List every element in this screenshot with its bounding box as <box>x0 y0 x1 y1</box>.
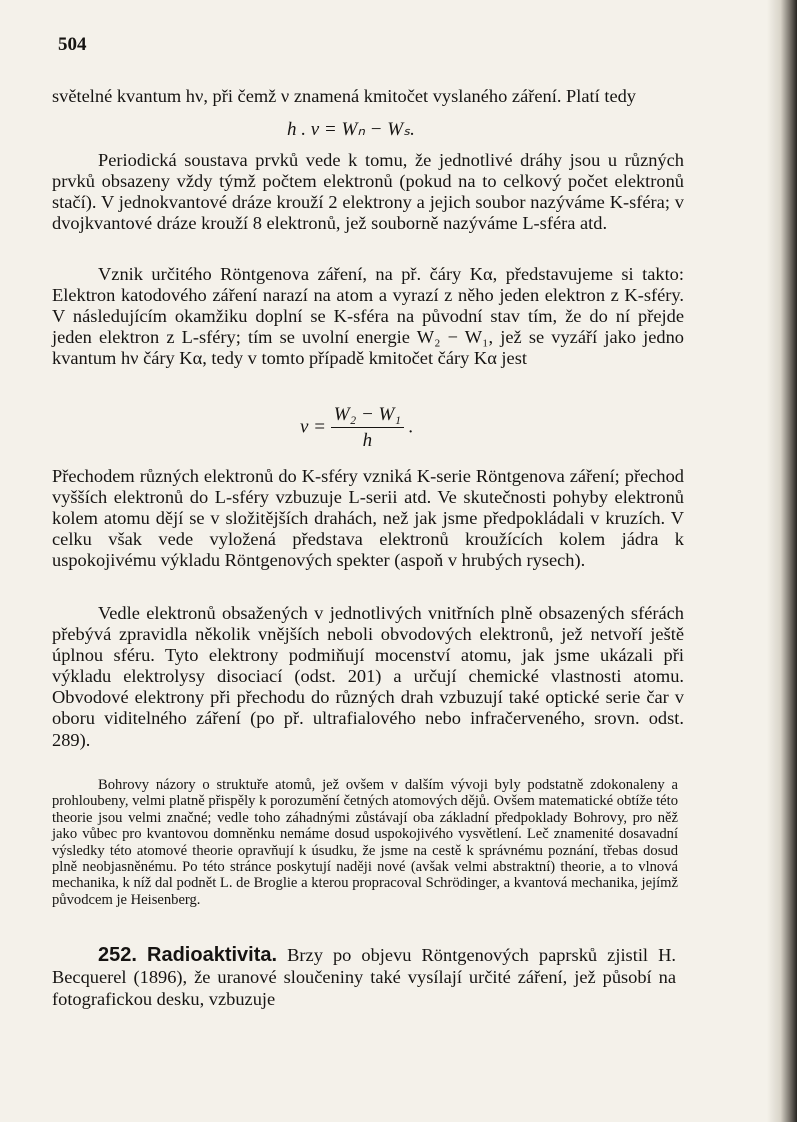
section-252 <box>52 945 676 1010</box>
section-number: 252. <box>98 944 137 966</box>
section-title: Radioaktivita. <box>147 944 278 966</box>
paragraph-roentgen-origin: Vznik určitého Röntgenova záření, na př. čáry Kα, představujeme si takto: Elektron katodového záření narazí na atom a vyrazí z něho jeden elektron z K-sféry. V následujícím okamžiku doplní se K-sféra na původní stav tím, že do ní přejde jeden elektron z L-sféry; tím se uvolní energie W₂ − W₁, jež se vyzáří jako jedno kvantum hν čáry Kα, tedy v tomto případě kmitočet čáry Kα jest <box>52 264 684 369</box>
formula-frequency <box>300 404 413 452</box>
formula-frequency-lhs: ν = <box>300 416 327 438</box>
formula-fraction <box>331 404 404 452</box>
formula-denominator: h <box>362 430 373 451</box>
paragraph-valence-electrons: Vedle elektronů obsažených v jednotlivých vnitřních plně obsazených sférách přebývá zpravidla několik vnějších neboli obvodových elektronů, jež netvoří ještě úplnou sféru. Tyto elektrony podmiňují mocenství atomu, jak jsme ukázali při výkladu elektrolysy disociací (odst. 201) a určují chemické vlastnosti atomu. Obvodové elektrony při přechodu do různých drah vzbuzují také optické serie čar v oboru viditelného záření (po př. ultrafialového nebo infračerveného, srovn. odst. 289). <box>52 603 684 750</box>
paragraph-1: světelné kvantum hν, při čemž ν znamená kmitočet vyslaného záření. Platí tedy <box>52 86 636 106</box>
page-edge-shadow <box>767 0 797 1122</box>
formula-energy-difference: h . ν = Wₙ − Wₛ. <box>287 119 415 140</box>
paragraph-series: Přechodem různých elektronů do K-sféry vzniká K-serie Röntgenova záření; přechod vyšších elektronů do L-sféry vzbuzuje L-serii atd. Ve skutečnosti pohyby elektronů kolem atomu dějí se v složitějších drahách, než jak jsme předpokládali v kruzích. V celku však vede vyložená představa elektronů kroužících kolem jádra k uspokojivému výkladu Röntgenových spekter (aspoň v hrubých rysech). <box>52 466 684 571</box>
section-text: Brzy po objevu Röntgenových paprsků zjistil H. Becquerel (1896), že uranové sloučeniny také vysílají určité záření, jež působí na fotografickou desku, vzbuzuje <box>52 945 676 1009</box>
formula-frequency-tail: . <box>408 416 414 438</box>
paragraph-periodic-system: Periodická soustava prvků vede k tomu, že jednotlivé dráhy jsou u různých prvků obsazeny vždy týmž počtem elektronů (pokud na to celkový počet elektronů stačí). V jednokvantové dráze krouží 2 elektrony a jejich soubor nazýváme K-sféra; v dvojkvantové dráze krouží 8 elektronů, jež souborně nazýváme L-sféra atd. <box>52 150 684 234</box>
page-number: 504 <box>58 34 87 55</box>
small-print-note: Bohrovy názory o struktuře atomů, jež ovšem v dalším vývoji byly podstatně zdokonaleny a prohloubeny, velmi platně přispěly k porozumění četných atomových dějů. Ovšem matematické obtíže této theorie jsou velmi značné; vedle toho záhadnými zůstávají oba základní předpoklady Bohrovy, pro něž jako vůbec pro kvantovou domněnku nemáme dosud uspokojivého vysvětlení. Leč znamenité dosavadní výsledky této atomové theorie opravňují k úsudku, že jsme na cestě k správnému poznání, třebas dosud plně neobjasněnému. Po této stránce poskytují naději nové (avšak velmi abstraktní) theorie, a to vlnová mechanika, k níž dal podnět L. de Broglie a kterou propracoval Schrödinger, a kvantová mechanika, jejímž původcem je Heisenberg. <box>52 777 678 908</box>
formula-numerator: W₂ − W₁ <box>331 404 404 428</box>
